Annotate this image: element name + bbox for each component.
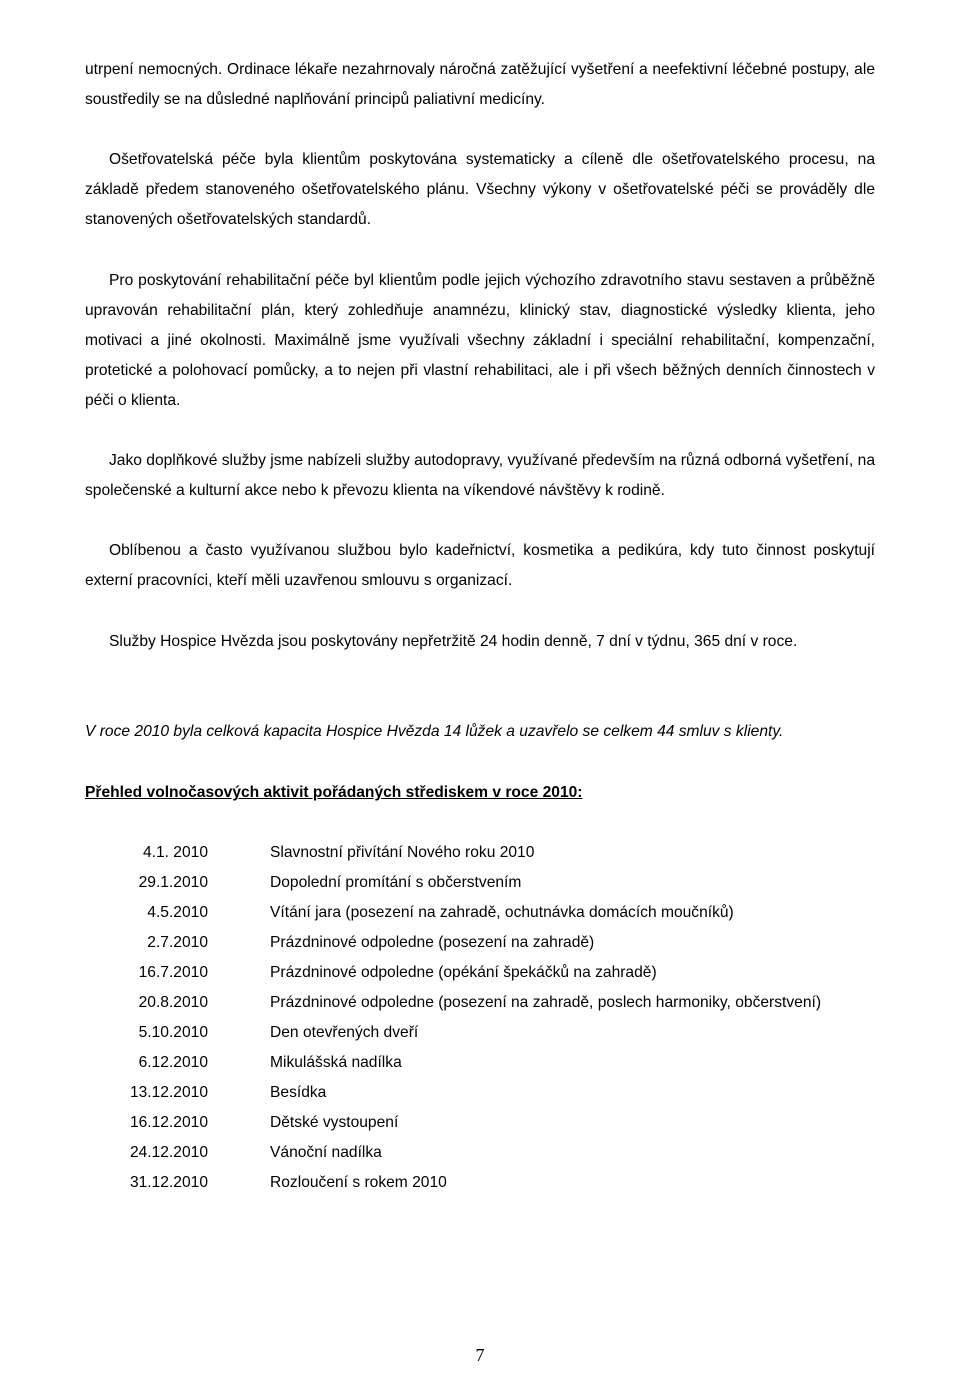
event-row [85,1018,875,1048]
event-row [85,958,875,988]
event-date: 13.12.2010 [129,1084,208,1101]
event-description: Prázdninové odpoledne (opékání špekáčků na zahradě) [270,964,657,981]
event-row [85,1048,875,1078]
paragraph-capacity: V roce 2010 byla celková kapacita Hospice Hvězda 14 lůžek a uzavřelo se celkem 44 smluv s klienty. [85,723,784,740]
event-date: 16.7.2010 [138,964,208,981]
event-description: Besídka [270,1084,327,1101]
event-date: 6.12.2010 [138,1054,208,1071]
event-row [85,1168,875,1198]
event-date: 29.1.2010 [138,874,208,891]
event-description: Dopolední promítání s občerstvením [270,874,522,891]
event-date: 2.7.2010 [147,934,208,951]
event-description: Vánoční nadílka [270,1144,382,1161]
event-description: Mikulášská nadílka [270,1054,402,1071]
event-date: 16.12.2010 [129,1114,208,1131]
event-row [85,1078,875,1108]
event-row [85,1138,875,1168]
event-description: Rozloučení s rokem 2010 [270,1174,447,1191]
paragraph-hairdressing: Oblíbenou a často využívanou službou bylo kadeřnictví, kosmetika a pedikúra, kdy tuto činnost poskytují externí pracovníci, kteří měli uzavřenou smlouvu s organizací. [85,542,875,589]
event-date: 31.12.2010 [129,1174,208,1191]
event-row [85,898,875,928]
events-list [85,838,875,1198]
paragraph-service-hours: Služby Hospice Hvězda jsou poskytovány nepřetržitě 24 hodin denně, 7 dní v týdnu, 365 dní v roce. [109,633,798,650]
event-date: 4.1. 2010 [142,844,208,861]
paragraph-palliative-medicine: utrpení nemocných. Ordinace lékaře nezahrnovaly náročná zatěžující vyšetření a neefektivní léčebné postupy, ale soustředily se na důsledné naplňování principů paliativní medicíny. [85,61,875,108]
section-heading-leisure-activities: Přehled volnočasových aktivit pořádaných střediskem v roce 2010: [85,784,583,801]
event-row [85,838,875,868]
event-date: 5.10.2010 [138,1024,208,1041]
event-description: Prázdninové odpoledne (posezení na zahradě) [270,934,595,951]
event-date: 4.5.2010 [147,904,208,921]
event-description: Slavnostní přivítání Nového roku 2010 [270,844,535,861]
page-number: 7 [475,1345,485,1365]
event-description: Prázdninové odpoledne (posezení na zahradě, poslech harmoniky, občerstvení) [270,994,822,1011]
event-description: Dětské vystoupení [270,1114,399,1131]
paragraph-nursing-care: Ošetřovatelská péče byla klientům poskytována systematicky a cíleně dle ošetřovatelského procesu, na základě předem stanoveného ošetřovatelského plánu. Všechny výkony v ošetřovatelské péči se prováděly dle stanovených ošetřovatelských standardů. [85,151,875,228]
event-row [85,988,875,1018]
paragraph-additional-services: Jako doplňkové služby jsme nabízeli služby autodopravy, využívané především na různá odborná vyšetření, na společenské a kulturní akce nebo k převozu klienta na víkendové návštěvy k rodině. [85,452,875,499]
event-row [85,928,875,958]
event-row [85,1108,875,1138]
event-description: Den otevřených dveří [270,1024,419,1041]
event-date: 20.8.2010 [138,994,208,1011]
event-description: Vítání jara (posezení na zahradě, ochutnávka domácích moučníků) [270,904,734,921]
paragraph-rehabilitation: Pro poskytování rehabilitační péče byl klientům podle jejich výchozího zdravotního stavu sestaven a průběžně upravován rehabilitační plán, který zohledňuje anamnézu, klinický stav, diagnostické výsledky klienta, jeho motivaci a jiné okolnosti. Maximálně jsme využívali všechny základní i speciální rehabilitační, kompenzační, protetické a polohovací pomůcky, a to nejen při vlastní rehabilitaci, ale i při všech běžných denních činnostech v péči o klienta. [85,272,875,409]
event-row [85,868,875,898]
event-date: 24.12.2010 [129,1144,208,1161]
